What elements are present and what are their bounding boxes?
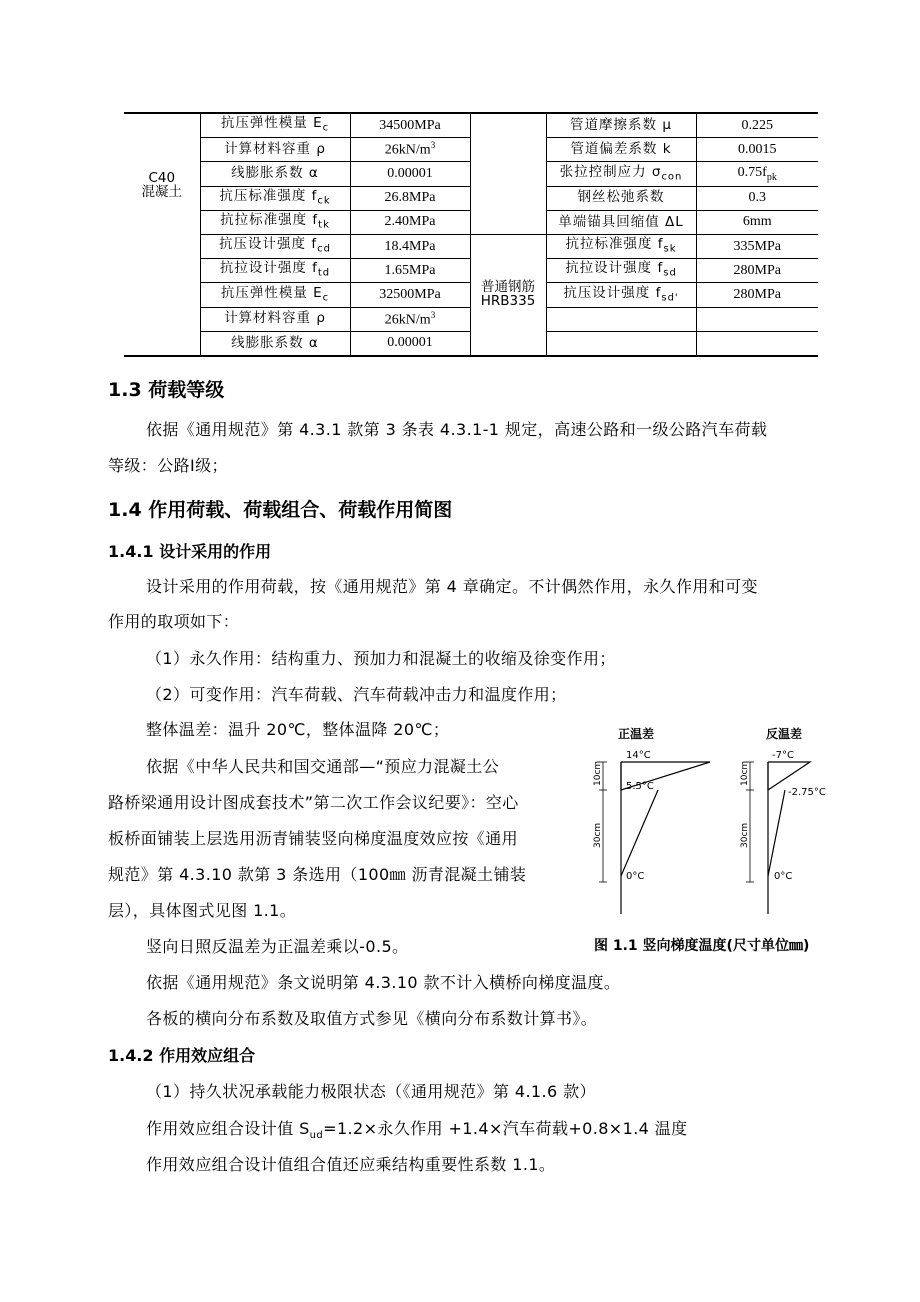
property-value-cell: 2.40MPa xyxy=(350,210,470,234)
list-item-permanent: （1）永久作用：结构重力、预加力和混凝土的收缩及徐变作用； xyxy=(146,649,616,668)
property-value-cell xyxy=(696,331,818,356)
section-1-4-1-title: 1.4.1 设计采用的作用 xyxy=(108,542,272,561)
property-label-cell: 抗拉标准强度 $f_{tk}$ xyxy=(200,210,350,234)
property-label-cell: 抗拉设计强度 $f_{sd}$ xyxy=(546,259,696,283)
paragraph: 等级：公路Ⅰ级； xyxy=(108,456,228,475)
property-value-cell: 0.00001 xyxy=(350,162,470,186)
list-item-ultimate-state: （1）持久状况承载能力极限状态（《通用规范》第 4.1.6 款） xyxy=(146,1082,596,1101)
property-value-cell: 335MPa xyxy=(696,234,818,258)
paragraph: 规范》第 4.3.10 款第 3 条选用（100㎜ 沥青混凝土铺装 xyxy=(108,865,527,884)
steel-group-cell: 普通钢筋 HRB335 xyxy=(470,234,546,355)
paragraph: 整体温差：温升 20℃，整体温降 20℃； xyxy=(146,720,450,739)
property-value-cell: 0.3 xyxy=(696,186,818,210)
property-label-cell: 抗压弹性模量 $E_c$ xyxy=(200,113,350,138)
property-value-cell: 32500MPa xyxy=(350,283,470,307)
pos-dim-10: 10cm xyxy=(593,760,603,786)
property-label-cell: 抗压标准强度 $f_{ck}$ xyxy=(200,186,350,210)
pos-bot-temp-label: 0°C xyxy=(626,871,645,882)
material-properties-table xyxy=(124,112,818,357)
combination-formula: 作用效应组合设计值 $S_{ud}=1.2\times$永久作用 +1.4×汽车荷载+0.8×1.4 温度 xyxy=(146,1119,688,1142)
paragraph: 设计采用的作用荷载，按《通用规范》第 4 章确定。不计偶然作用，永久作用和可变 xyxy=(146,577,758,596)
neg-dim-30: 30cm xyxy=(740,822,750,848)
temperature-gradient-figure xyxy=(588,726,848,958)
property-value-cell: 0.0015 xyxy=(696,138,818,162)
property-value-cell: $26kN/m^3$ xyxy=(350,138,470,162)
paragraph: 各板的横向分布系数及取值方式参见《横向分布系数计算书》。 xyxy=(146,1009,598,1028)
property-label-cell: 单端锚具回缩值 ΔL xyxy=(546,210,696,234)
concrete-group-cell: C40 混凝土 xyxy=(124,113,200,356)
paragraph: 路桥梁通用设计图成套技术”第二次工作会议纪要》：空心 xyxy=(108,793,519,812)
property-value-cell: 34500MPa xyxy=(350,113,470,138)
property-label-cell: 抗压弹性模量 $E_c$ xyxy=(200,283,350,307)
neg-bot-temp-label: 0°C xyxy=(774,871,793,882)
paragraph: 层），具体图式见图 1.1。 xyxy=(108,901,297,920)
pos-mid-temp-label: 5.5°C xyxy=(626,781,654,792)
property-value-cell: 0.225 xyxy=(696,113,818,138)
property-value-cell: $26kN/m^3$ xyxy=(350,307,470,331)
pos-dim-30: 30cm xyxy=(593,822,603,848)
property-label-cell: 线膨胀系数 α xyxy=(200,162,350,186)
pos-bottom-line xyxy=(621,790,658,876)
paragraph: 竖向日照反温差为正温差乘以-0.5。 xyxy=(146,937,409,956)
neg-top-temp-label: -7°C xyxy=(772,750,794,761)
property-value-cell: 6mm xyxy=(696,210,818,234)
property-label-cell xyxy=(546,307,696,331)
paragraph: 作用效应组合设计值组合值还应乘结构重要性系数 1.1。 xyxy=(146,1155,556,1174)
pos-top-triangle xyxy=(621,762,710,790)
property-label-cell: 计算材料容重 ρ xyxy=(200,138,350,162)
empty-group-cell xyxy=(470,113,546,234)
section-1-4-2-title: 1.4.2 作用效应组合 xyxy=(108,1046,256,1065)
neg-bottom-line xyxy=(768,790,785,876)
property-label-cell: 线膨胀系数 α xyxy=(200,331,350,356)
property-label-cell: 钢丝松弛系数 xyxy=(546,186,696,210)
paragraph: 依据《通用规范》条文说明第 4.3.10 款不计入横桥向梯度温度。 xyxy=(146,973,621,992)
section-1-4-title: 1.4 作用荷载、荷载组合、荷载作用简图 xyxy=(108,499,453,521)
property-label-cell xyxy=(546,331,696,356)
property-value-cell xyxy=(696,307,818,331)
property-label-cell: 管道摩擦系数 μ xyxy=(546,113,696,138)
paragraph: 作用的取项如下： xyxy=(108,612,240,631)
property-label-cell: 抗压设计强度 $f_{sd'}$ xyxy=(546,283,696,307)
neg-top-triangle xyxy=(768,762,810,790)
property-value-cell: 280MPa xyxy=(696,283,818,307)
property-label-cell: 抗拉设计强度 $f_{td}$ xyxy=(200,259,350,283)
property-label-cell: 抗压设计强度 $f_{cd}$ xyxy=(200,234,350,258)
pos-top-temp-label: 14°C xyxy=(626,750,651,761)
paragraph: 依据《通用规范》第 4.3.1 款第 3 条表 4.3.1-1 规定，高速公路和一级公路汽车荷载 xyxy=(146,420,768,439)
section-1-3-title: 1.3 荷载等级 xyxy=(108,379,225,401)
table-row xyxy=(124,234,818,258)
property-label-cell: 管道偏差系数 k xyxy=(546,138,696,162)
paragraph: 依据《中华人民共和国交通部—“预应力混凝土公 xyxy=(146,757,500,776)
property-value-cell: 26.8MPa xyxy=(350,186,470,210)
property-label-cell: 抗拉标准强度 $f_{sk}$ xyxy=(546,234,696,258)
negative-gradient-title: 反温差 xyxy=(766,727,803,741)
table-row xyxy=(124,113,818,138)
property-value-cell: 0.00001 xyxy=(350,331,470,356)
property-value-cell: 1.65MPa xyxy=(350,259,470,283)
property-value-cell: 280MPa xyxy=(696,259,818,283)
neg-mid-temp-label: -2.75°C xyxy=(788,787,826,798)
property-label-cell: 张拉控制应力 $\sigma_{con}$ xyxy=(546,162,696,186)
paragraph: 板桥面铺装上层选用沥青铺装竖向梯度温度效应按《通用 xyxy=(108,829,519,848)
property-value-cell: $0.75f_{pk}$ xyxy=(696,162,818,186)
property-value-cell: 18.4MPa xyxy=(350,234,470,258)
property-label-cell: 计算材料容重 ρ xyxy=(200,307,350,331)
positive-gradient-title: 正温差 xyxy=(618,727,655,741)
list-item-variable: （2）可变作用：汽车荷载、汽车荷载冲击力和温度作用； xyxy=(146,685,567,704)
neg-dim-10: 10cm xyxy=(740,760,750,786)
figure-caption: 图 1.1 竖向梯度温度(尺寸单位㎜) xyxy=(594,938,810,954)
